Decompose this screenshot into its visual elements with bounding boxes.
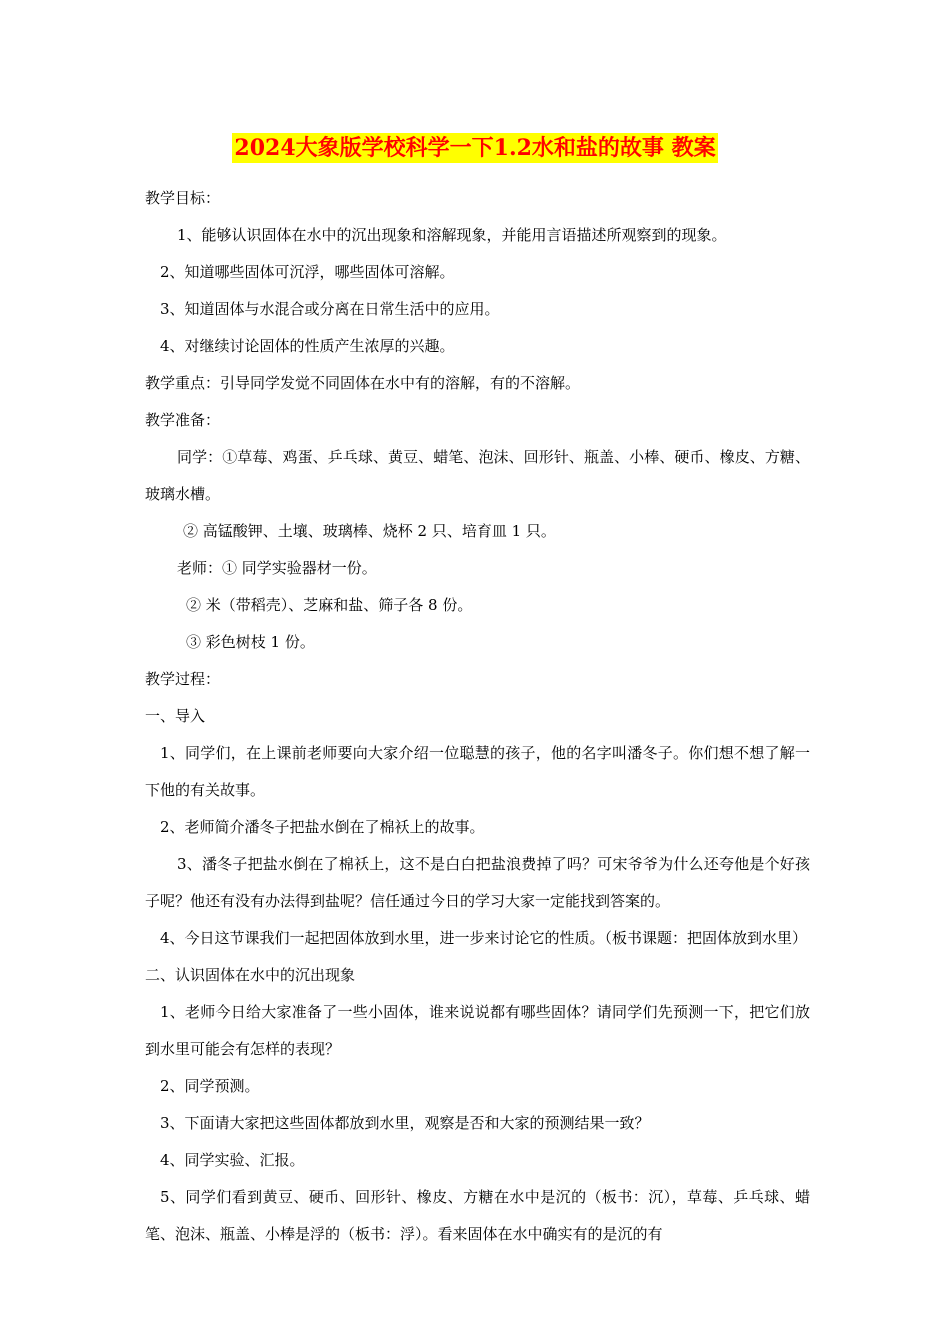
subsection-heading: 一、导入 (145, 707, 206, 725)
process-item: 4、今日这节课我们一起把固体放到水里，进一步来讨论它的性质。（板书课题：把固体放到水里） (160, 929, 808, 947)
section-heading-objectives: 教学目标： (145, 189, 221, 207)
process-item: 4、同学实验、汇报。 (160, 1151, 305, 1169)
subsection-heading: 二、认识固体在水中的沉出现象 (145, 966, 356, 984)
process-item: 1、老师今日给大家准备了一些小固体，谁来说说都有哪些固体？请同学们先预测一下，把它们放到水里可能会有怎样的表现？ (145, 1003, 810, 1058)
process-item: 2、同学预测。 (160, 1077, 260, 1095)
process-item: 1、同学们，在上课前老师要向大家介绍一位聪慧的孩子，他的名字叫潘冬子。你们想不想了解一下他的有关故事。 (145, 744, 810, 799)
preparation-item: 老师：① 同学实验器材一份。 (177, 559, 377, 577)
preparation-item: ② 高锰酸钾、土壤、玻璃棒、烧杯 2 只、培育皿 1 只。 (183, 522, 556, 540)
objective-item: 2、知道哪些固体可沉浮，哪些固体可溶解。 (160, 263, 455, 281)
document-body (145, 180, 810, 1253)
process-item: 5、同学们看到黄豆、硬币、回形针、橡皮、方糖在水中是沉的（板书：沉），草莓、乒乓球、蜡笔、泡沫、瓶盖、小棒是浮的（板书：浮）。看来固体在水中确实有的是沉的有 (145, 1188, 810, 1243)
teaching-focus: 教学重点：引导同学发觉不同固体在水中有的溶解，有的不溶解。 (145, 374, 581, 392)
objective-item: 3、知道固体与水混合或分离在日常生活中的应用。 (160, 300, 500, 318)
document-title: 2024大象版学校科学一下1.2水和盐的故事 教案 (234, 135, 716, 161)
objective-item: 4、对继续讨论固体的性质产生浓厚的兴趣。 (160, 337, 455, 355)
section-heading-preparation: 教学准备： (145, 411, 221, 429)
preparation-item: 同学：①草莓、鸡蛋、乒乓球、黄豆、蜡笔、泡沫、回形针、瓶盖、小棒、硬币、橡皮、方糖、玻璃水槽。 (145, 448, 810, 503)
objective-item: 1、能够认识固体在水中的沉出现象和溶解现象，并能用言语描述所观察到的现象。 (177, 226, 727, 244)
section-heading-process: 教学过程： (145, 670, 221, 688)
process-item: 3、下面请大家把这些固体都放到水里，观察是否和大家的预测结果一致？ (160, 1114, 650, 1132)
preparation-item: ③ 彩色树枝 1 份。 (186, 633, 315, 651)
process-item: 3、潘冬子把盐水倒在了棉袄上，这不是白白把盐浪费掉了吗？可宋爷爷为什么还夸他是个好孩子呢？他还有没有办法得到盐呢？信任通过今日的学习大家一定能找到答案的。 (145, 855, 810, 910)
preparation-item: ② 米（带稻壳）、芝麻和盐、筛子各 8 份。 (186, 596, 473, 614)
title-container (0, 133, 950, 163)
process-item: 2、老师简介潘冬子把盐水倒在了棉袄上的故事。 (160, 818, 485, 836)
